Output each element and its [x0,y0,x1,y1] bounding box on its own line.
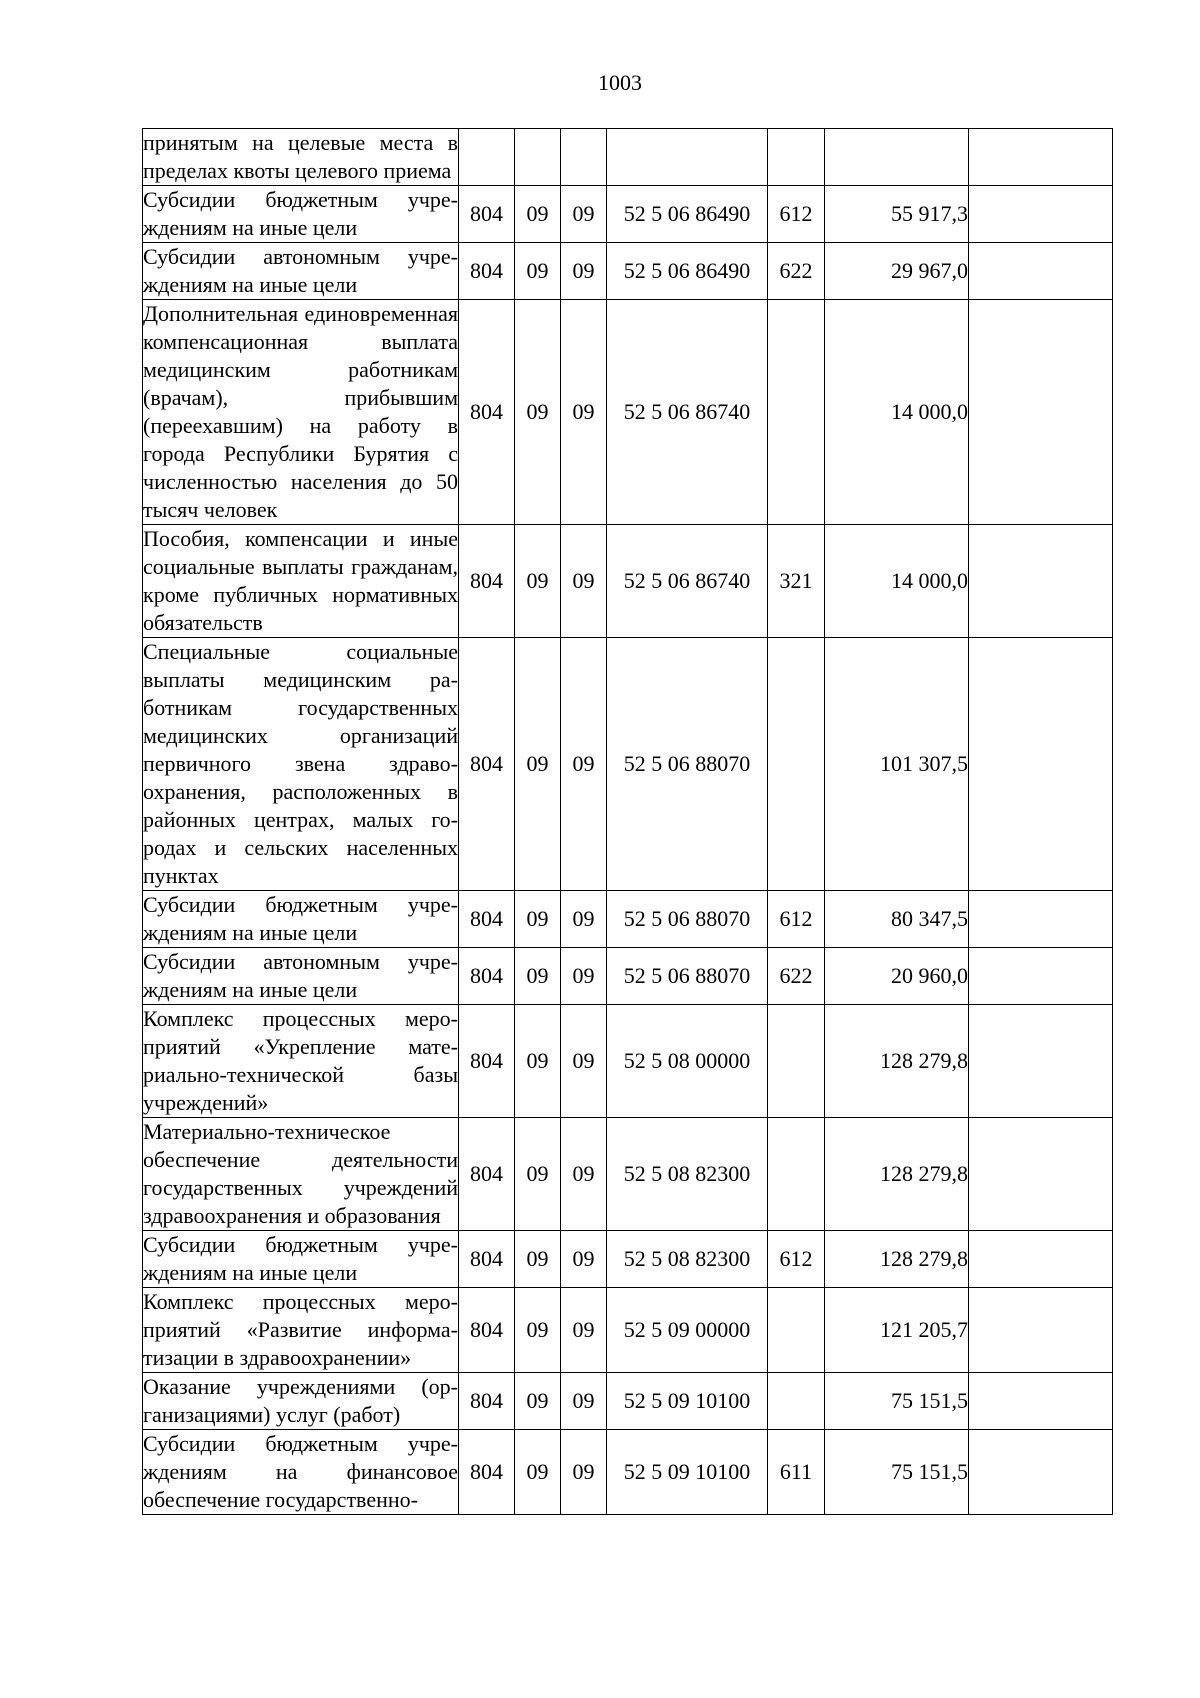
cell-section-code: 09 [515,948,561,1005]
cell-description: Специальные социальные выплаты медицинским работникам государственных медицинских организаций первичного звена здравоохранения, расположенных в районных центрах, малых городах и сельских населенных пунктах [143,638,459,891]
cell-target-article: 52 5 08 82300 [607,1231,768,1288]
cell-expense-type [768,1373,825,1430]
cell-amount: 128 279,8 [825,1005,969,1118]
cell-expense-type [768,1118,825,1231]
cell-subsection-code: 09 [561,638,607,891]
cell-extra [969,300,1113,525]
cell-section-code: 09 [515,525,561,638]
cell-extra [969,1118,1113,1231]
cell-subsection-code: 09 [561,525,607,638]
cell-target-article: 52 5 09 10100 [607,1373,768,1430]
cell-amount: 80 347,5 [825,891,969,948]
cell-extra [969,129,1113,186]
cell-description: Субсидии бюджетным учреждениям на иные цели [143,186,459,243]
cell-target-article [607,129,768,186]
cell-description: Оказание учреждениями (организациями) услуг (работ) [143,1373,459,1430]
cell-subsection-code: 09 [561,1005,607,1118]
cell-subsection-code: 09 [561,1430,607,1515]
cell-expense-type: 611 [768,1430,825,1515]
table-row [143,1231,1113,1288]
cell-subsection-code: 09 [561,186,607,243]
cell-ministry-code: 804 [459,300,515,525]
cell-ministry-code: 804 [459,638,515,891]
cell-extra [969,948,1113,1005]
cell-description: Комплекс процессных мероприятий «Развитие информатизации в здравоохранении» [143,1288,459,1373]
cell-description: Субсидии бюджетным учреждениям на финансовое обеспечение государственно- [143,1430,459,1515]
cell-expense-type [768,1288,825,1373]
cell-ministry-code: 804 [459,1118,515,1231]
cell-amount: 29 967,0 [825,243,969,300]
cell-section-code: 09 [515,1231,561,1288]
cell-ministry-code: 804 [459,525,515,638]
cell-target-article: 52 5 06 86740 [607,300,768,525]
cell-ministry-code: 804 [459,1430,515,1515]
table-body [143,129,1113,1515]
cell-section-code: 09 [515,638,561,891]
page-number: 1003 [598,70,642,95]
table-row [143,129,1113,186]
table-row [143,891,1113,948]
cell-target-article: 52 5 09 00000 [607,1288,768,1373]
cell-subsection-code: 09 [561,1231,607,1288]
cell-amount: 20 960,0 [825,948,969,1005]
cell-extra [969,1430,1113,1515]
cell-subsection-code: 09 [561,243,607,300]
cell-subsection-code: 09 [561,948,607,1005]
cell-description: Пособия, компенсации и иные социальные выплаты гражданам, кроме публичных нормативных обязательств [143,525,459,638]
table-row [143,300,1113,525]
cell-subsection-code: 09 [561,300,607,525]
budget-table [142,128,1113,1515]
cell-subsection-code: 09 [561,1118,607,1231]
cell-expense-type [768,638,825,891]
cell-expense-type: 622 [768,948,825,1005]
cell-target-article: 52 5 09 10100 [607,1430,768,1515]
table-row [143,948,1113,1005]
cell-ministry-code: 804 [459,948,515,1005]
table-row [143,1118,1113,1231]
cell-amount: 75 151,5 [825,1430,969,1515]
cell-expense-type: 612 [768,891,825,948]
cell-amount [825,129,969,186]
cell-extra [969,1373,1113,1430]
cell-section-code [515,129,561,186]
table-row [143,1373,1113,1430]
cell-ministry-code [459,129,515,186]
cell-ministry-code: 804 [459,1373,515,1430]
cell-subsection-code: 09 [561,1373,607,1430]
cell-ministry-code: 804 [459,1288,515,1373]
cell-target-article: 52 5 06 86490 [607,243,768,300]
cell-amount: 128 279,8 [825,1118,969,1231]
cell-section-code: 09 [515,1005,561,1118]
cell-subsection-code: 09 [561,891,607,948]
cell-expense-type: 321 [768,525,825,638]
cell-description: Субсидии бюджетным учреждениям на иные цели [143,1231,459,1288]
cell-section-code: 09 [515,1430,561,1515]
cell-amount: 121 205,7 [825,1288,969,1373]
cell-description: Материально-техническое обеспечение деятельности государственных учреждений здравоохранения и образования [143,1118,459,1231]
cell-section-code: 09 [515,891,561,948]
cell-target-article: 52 5 06 86490 [607,186,768,243]
cell-subsection-code: 09 [561,1288,607,1373]
cell-expense-type: 622 [768,243,825,300]
cell-section-code: 09 [515,1373,561,1430]
cell-amount: 14 000,0 [825,525,969,638]
table-row [143,1430,1113,1515]
cell-extra [969,525,1113,638]
table-row [143,525,1113,638]
cell-target-article: 52 5 06 88070 [607,891,768,948]
cell-section-code: 09 [515,186,561,243]
cell-ministry-code: 804 [459,891,515,948]
cell-ministry-code: 804 [459,186,515,243]
cell-target-article: 52 5 08 00000 [607,1005,768,1118]
table-row [143,1288,1113,1373]
cell-expense-type [768,300,825,525]
cell-description: Субсидии бюджетным учреждениям на иные цели [143,891,459,948]
table-row [143,638,1113,891]
cell-expense-type: 612 [768,186,825,243]
cell-target-article: 52 5 06 86740 [607,525,768,638]
cell-expense-type [768,1005,825,1118]
cell-target-article: 52 5 06 88070 [607,948,768,1005]
cell-section-code: 09 [515,243,561,300]
cell-extra [969,1231,1113,1288]
cell-description: Дополнительная единовременная компенсационная выплата медицинским работникам (врачам), прибывшим (переехавшим) на работу в города Республики Бурятия с численностью населения до 50 тысяч человек [143,300,459,525]
table-row [143,243,1113,300]
cell-ministry-code: 804 [459,1231,515,1288]
cell-description: Комплекс процессных мероприятий «Укрепление материально-технической базы учреждений» [143,1005,459,1118]
cell-extra [969,638,1113,891]
cell-section-code: 09 [515,1118,561,1231]
cell-amount: 75 151,5 [825,1373,969,1430]
cell-target-article: 52 5 06 88070 [607,638,768,891]
cell-extra [969,1288,1113,1373]
cell-extra [969,891,1113,948]
cell-description: принятым на целевые места в пределах квоты целевого приема [143,129,459,186]
cell-description: Субсидии автономным учреждениям на иные цели [143,243,459,300]
cell-extra [969,243,1113,300]
cell-amount: 128 279,8 [825,1231,969,1288]
cell-description: Субсидии автономным учреждениям на иные цели [143,948,459,1005]
cell-section-code: 09 [515,300,561,525]
cell-ministry-code: 804 [459,1005,515,1118]
cell-amount: 14 000,0 [825,300,969,525]
cell-amount: 101 307,5 [825,638,969,891]
cell-ministry-code: 804 [459,243,515,300]
cell-expense-type: 612 [768,1231,825,1288]
cell-extra [969,1005,1113,1118]
cell-extra [969,186,1113,243]
cell-section-code: 09 [515,1288,561,1373]
table-row [143,1005,1113,1118]
cell-amount: 55 917,3 [825,186,969,243]
cell-expense-type [768,129,825,186]
cell-target-article: 52 5 08 82300 [607,1118,768,1231]
table-row [143,186,1113,243]
cell-subsection-code [561,129,607,186]
